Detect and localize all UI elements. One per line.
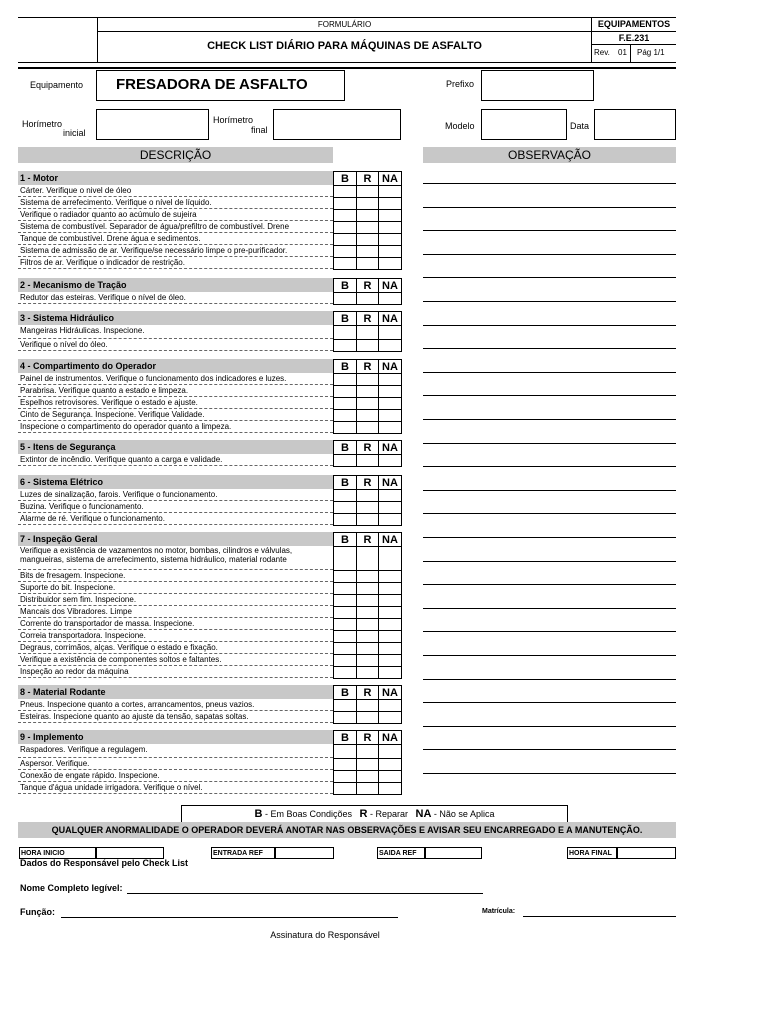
- column-na-header: NA: [378, 475, 402, 490]
- checkbox-na[interactable]: [378, 546, 402, 571]
- checklist-item: Sistema de arrefecimento. Verifique o nível de líquido.: [18, 197, 333, 209]
- equip-value: FRESADORA DE ASFALTO: [116, 76, 308, 93]
- form-code: F.E.231: [618, 33, 650, 43]
- checkbox-r[interactable]: [356, 666, 379, 679]
- observation-line[interactable]: [423, 584, 676, 585]
- prefixo-label: Prefixo: [446, 79, 475, 89]
- checklist-item: Cárter. Verifique o nivel de óleo: [18, 185, 333, 197]
- column-b-header: B: [333, 730, 357, 745]
- checkbox-r[interactable]: [356, 513, 379, 526]
- modelo-label: Modelo: [445, 121, 475, 131]
- checklist-item: Verifique a existência de componentes soltos e faltantes.: [18, 654, 333, 666]
- column-r-header: R: [356, 311, 379, 326]
- legend-b: B: [254, 808, 263, 820]
- column-r-header: R: [356, 532, 379, 547]
- checkbox-b[interactable]: [333, 666, 357, 679]
- legend: [181, 805, 568, 823]
- data-label: Data: [570, 121, 590, 131]
- page-title: CHECK LIST DIÁRIO PARA MÁQUINAS DE ASFALTO: [207, 40, 482, 52]
- nome-line[interactable]: [127, 893, 483, 894]
- horimetro-inicial-label-1: Horímetro: [22, 119, 63, 129]
- checkbox-na[interactable]: [378, 711, 402, 724]
- column-na-header: NA: [378, 730, 402, 745]
- checkbox-na[interactable]: [378, 666, 402, 679]
- checkbox-b[interactable]: [333, 454, 357, 467]
- header-block: [18, 17, 676, 63]
- checklist-item: Bits de fresagem. Inspecione.: [18, 570, 333, 582]
- observation-line[interactable]: [423, 561, 676, 562]
- horimetro-inicial-field[interactable]: [96, 109, 209, 140]
- checklist-item: Esteiras. Inspecione quanto ao ajuste da tensão, sapatas soltas.: [18, 711, 333, 723]
- page-number: Pág 1/1: [637, 48, 665, 57]
- legend-b-text: - Em Boas Condições: [262, 809, 353, 819]
- assinatura-label: Assinatura do Responsável: [270, 930, 380, 940]
- checklist-item: Tanque d'água unidade irrigadora. Verifique o nível.: [18, 782, 333, 794]
- column-r-header: R: [356, 440, 379, 455]
- matricula-label: Matrícula:: [482, 908, 516, 915]
- column-b-header: B: [333, 685, 357, 700]
- checklist-item: Verifique o radiador quanto ao acúmulo de sujeira: [18, 209, 333, 221]
- saida-field[interactable]: [425, 847, 482, 859]
- observation-line[interactable]: [423, 608, 676, 609]
- checklist-item: Cinto de Segurança. Inspecione. Verifique Validade.: [18, 409, 333, 421]
- column-na-header: NA: [378, 171, 402, 186]
- column-na-header: NA: [378, 440, 402, 455]
- checklist-item: Mancais dos Vibradores. Limpe: [18, 606, 333, 618]
- horimetro-inicial-label-2: inicial: [63, 128, 86, 138]
- column-r-header: R: [356, 359, 379, 374]
- column-b-header: B: [333, 359, 357, 374]
- observation-line[interactable]: [423, 466, 676, 467]
- observation-line[interactable]: [423, 537, 676, 538]
- column-na-header: NA: [378, 311, 402, 326]
- checklist-item: Painel de instrumentos. Verifique o funcionamento dos indicadores e luzes.: [18, 373, 333, 385]
- checkbox-b[interactable]: [333, 292, 357, 305]
- checklist-item: Suporte do bit. Inspecione.: [18, 582, 333, 594]
- section-header: 7 - Inspeção Geral: [18, 532, 333, 546]
- section-header: 3 - Sistema Hidráulico: [18, 311, 333, 325]
- modelo-field[interactable]: [481, 109, 567, 140]
- checklist-item: Aspersor. Verifique.: [18, 758, 333, 770]
- checklist-item: Correia transportadora. Inspecione.: [18, 630, 333, 642]
- observacao-header: OBSERVAÇÃO: [423, 147, 676, 163]
- dept-label: EQUIPAMENTOS: [597, 19, 671, 29]
- column-b-header: B: [333, 532, 357, 547]
- checkbox-b[interactable]: [333, 421, 357, 434]
- checkbox-na[interactable]: [378, 339, 402, 352]
- observation-line[interactable]: [423, 395, 676, 396]
- observation-line[interactable]: [423, 490, 676, 491]
- observation-line[interactable]: [423, 325, 676, 326]
- checkbox-r[interactable]: [356, 339, 379, 352]
- data-field[interactable]: [594, 109, 676, 140]
- checklist-item: Tanque de combustível. Drene água e sedimentos.: [18, 233, 333, 245]
- column-b-header: B: [333, 311, 357, 326]
- horimetro-final-label-2: final: [251, 125, 268, 135]
- checklist-item: Distribuidor sem fim. Inspecione.: [18, 594, 333, 606]
- dados-label: Dados do Responsável pelo Check List: [20, 858, 189, 868]
- checklist-item: Inspecione o compartimento do operador quanto a limpeza.: [18, 421, 333, 433]
- column-na-header: NA: [378, 685, 402, 700]
- checklist-item: Redutor das esteiras. Verifique o nível de óleo.: [18, 292, 333, 304]
- checkbox-na[interactable]: [378, 782, 402, 795]
- checkbox-r[interactable]: [356, 325, 379, 340]
- checkbox-r[interactable]: [356, 454, 379, 467]
- checklist-item: Pneus. Inspecione quanto a cortes, arrancamentos, pneus vazios.: [18, 699, 333, 711]
- checklist-item: Buzina. Verifique o funcionamento.: [18, 501, 333, 513]
- checklist-item: Filtros de ar. Verifique o indicador de restrição.: [18, 257, 333, 269]
- observation-line[interactable]: [423, 679, 676, 680]
- entrada-label: ENTRADA REF: [211, 847, 275, 859]
- checkbox-b[interactable]: [333, 546, 357, 571]
- checkbox-na[interactable]: [378, 513, 402, 526]
- checklist-item: Alarme de ré. Verifique o funcionamento.: [18, 513, 333, 525]
- checklist-item: Verifique o nível do óleo.: [18, 339, 333, 351]
- saida-label: SAIDA REF: [377, 847, 425, 859]
- entrada-field[interactable]: [275, 847, 334, 859]
- observation-line[interactable]: [423, 301, 676, 302]
- checkbox-b[interactable]: [333, 325, 357, 340]
- section-header: 9 - Implemento: [18, 730, 333, 744]
- observation-line[interactable]: [423, 277, 676, 278]
- horimetro-final-field[interactable]: [273, 109, 401, 140]
- column-b-header: B: [333, 278, 357, 293]
- section-header: 1 - Motor: [18, 171, 333, 185]
- legend-na-text: - Não se Aplica: [431, 809, 495, 819]
- checkbox-na[interactable]: [378, 292, 402, 305]
- observation-line[interactable]: [423, 348, 676, 349]
- checkbox-b[interactable]: [333, 711, 357, 724]
- column-r-header: R: [356, 278, 379, 293]
- checkbox-r[interactable]: [356, 292, 379, 305]
- observation-line[interactable]: [423, 702, 676, 703]
- warning-banner: QUALQUER ANORMALIDADE O OPERADOR DEVERÁ ANOTAR NAS OBSERVAÇÕES E AVISAR SEU ENCARREGADO E A MANUTENÇÃO.: [18, 822, 676, 838]
- descricao-header: DESCRIÇÃO: [18, 147, 333, 163]
- column-r-header: R: [356, 685, 379, 700]
- checkbox-b[interactable]: [333, 744, 357, 759]
- observation-line[interactable]: [423, 419, 676, 420]
- observation-line[interactable]: [423, 254, 676, 255]
- column-b-header: B: [333, 475, 357, 490]
- checklist-item: Conexão de engate rápido. Inspecione.: [18, 770, 333, 782]
- rev-value: 01: [618, 48, 627, 57]
- column-na-header: NA: [378, 532, 402, 547]
- checklist-item: Espelhos retrovisores. Verifique o estado e ajuste.: [18, 397, 333, 409]
- checkbox-b[interactable]: [333, 513, 357, 526]
- legend-r: R: [359, 808, 368, 820]
- checkbox-na[interactable]: [378, 454, 402, 467]
- observation-line[interactable]: [423, 726, 676, 727]
- checklist-item: Sistema de admissão de ar. Verifique/se necessário limpe o pre-purificador.: [18, 245, 333, 257]
- section-header: 2 - Mecanismo de Tração: [18, 278, 333, 292]
- legend-r-text: - Reparar: [367, 809, 409, 819]
- observation-line[interactable]: [423, 230, 676, 231]
- checkbox-b[interactable]: [333, 782, 357, 795]
- matricula-line[interactable]: [523, 916, 676, 917]
- checkbox-na[interactable]: [378, 325, 402, 340]
- hora-final-field[interactable]: [617, 847, 676, 859]
- horimetro-final-label-1: Horímetro: [213, 115, 254, 125]
- legend-na: NA: [415, 808, 432, 820]
- checklist-item: Sistema de combustível. Separador de água/prefiltro de combustível. Drene: [18, 221, 333, 233]
- checkbox-b[interactable]: [333, 257, 357, 270]
- column-r-header: R: [356, 171, 379, 186]
- checkbox-r[interactable]: [356, 744, 379, 759]
- observation-line[interactable]: [423, 513, 676, 514]
- section-header: 8 - Material Rodante: [18, 685, 333, 699]
- checklist-item: Verifique a existência de vazamentos no motor, bombas, cilindros e válvulas, mangueiras, sistema de arrefecimento, sistema hidráulico, material rodante: [18, 546, 333, 570]
- observation-line[interactable]: [423, 749, 676, 750]
- checklist-item: Parabrisa. Verifique quanto a estado e limpeza.: [18, 385, 333, 397]
- checkbox-b[interactable]: [333, 339, 357, 352]
- section-header: 6 - Sistema Elétrico: [18, 475, 333, 489]
- checkbox-r[interactable]: [356, 711, 379, 724]
- hora-final-label: HORA FINAL: [567, 847, 617, 859]
- column-na-header: NA: [378, 359, 402, 374]
- observation-line[interactable]: [423, 443, 676, 444]
- section-header: 4 - Compartimento do Operador: [18, 359, 333, 373]
- rev-label: Rev.: [594, 48, 610, 57]
- column-r-header: R: [356, 475, 379, 490]
- column-na-header: NA: [378, 278, 402, 293]
- equip-label: Equipamento: [30, 80, 84, 90]
- prefixo-field[interactable]: [481, 70, 594, 101]
- checklist-item: Luzes de sinalização, farois. Verifique o funcionamento.: [18, 489, 333, 501]
- observation-line[interactable]: [423, 372, 676, 373]
- observation-line[interactable]: [423, 631, 676, 632]
- checkbox-na[interactable]: [378, 257, 402, 270]
- checklist-item: Raspadores. Verifique a regulagem.: [18, 744, 333, 758]
- checkbox-r[interactable]: [356, 257, 379, 270]
- checkbox-r[interactable]: [356, 782, 379, 795]
- checkbox-na[interactable]: [378, 744, 402, 759]
- checklist-item: Corrente do transportador de massa. Inspecione.: [18, 618, 333, 630]
- column-b-header: B: [333, 171, 357, 186]
- checkbox-na[interactable]: [378, 421, 402, 434]
- checklist-item: Extintor de incêndio. Verifique quanto a carga e validade.: [18, 454, 333, 466]
- checkbox-r[interactable]: [356, 421, 379, 434]
- nome-label: Nome Completo legível:: [20, 883, 123, 893]
- observation-line[interactable]: [423, 655, 676, 656]
- observation-line[interactable]: [423, 183, 676, 184]
- funcao-label: Função:: [20, 907, 55, 917]
- column-b-header: B: [333, 440, 357, 455]
- section-header: 5 - Itens de Segurança: [18, 440, 333, 454]
- funcao-line[interactable]: [61, 917, 398, 918]
- observation-line[interactable]: [423, 207, 676, 208]
- checkbox-r[interactable]: [356, 546, 379, 571]
- column-r-header: R: [356, 730, 379, 745]
- observation-line[interactable]: [423, 773, 676, 774]
- form-label: FORMULÁRIO: [317, 20, 372, 29]
- checklist-item: Inspeção ao redor da máquina: [18, 666, 333, 678]
- checklist-item: Degraus, corrimãos, alças. Verifique o estado e fixação.: [18, 642, 333, 654]
- checklist-item: Mangeiras Hidráulicas. Inspecione.: [18, 325, 333, 339]
- hora-inicio-label: HORA INICIO: [19, 847, 96, 859]
